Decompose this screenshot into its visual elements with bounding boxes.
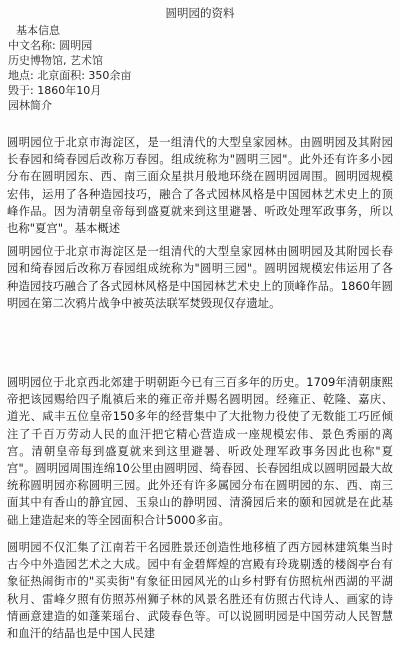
intro-heading: 园林简介 xyxy=(8,98,52,112)
location-area-line: 地点: 北京面积: 350余亩 xyxy=(8,68,132,82)
intro-paragraph-1: 圆明园位于北京市海淀区，是一组清代的大型皇家园林。由圆明园及其附园长春园和绮春园后改称万春园。组成统称为"圆明三园"。此外还有许多小园分布在圆明园东、西、南三面众星拱月般地环绕在圆明园周围。圆明园规模宏伟，运用了各种造园技巧，融合了各式园林风格是中国园林艺术史上的顶峰作品。因为清朝皇帝每到盛夏就来到这里避暑、听政处理军政事务，所以也称"夏宫"。基本概述 xyxy=(7,136,393,236)
history-section xyxy=(7,374,393,535)
intro-paragraph-2: 圆明园位于北京市海淀区是一组清代的大型皇家园林由圆明园及其附园长春园和绮春园后改称万春园组成统称为"圆明三园"。圆明园规模宏伟运用了各种造园技巧融合了各式园林风格是中国园林艺术史上的顶峰作品。1860年圆明园在第二次鸦片战争中被英法联军焚毁现仅存遗址。 xyxy=(7,245,393,310)
destroyed-date-line: 毁于: 1860年10月 xyxy=(8,83,102,97)
chinese-name-line: 中文名称: 圆明园 xyxy=(8,38,93,52)
history-paragraph: 圆明园位于北京西北郊建于明朝距今已有三百多年的历史。1709年清朝康熙帝把该园赐给四子胤禛后来的雍正帝并赐名圆明园。经雍正、乾隆、嘉庆、道光、咸丰五位皇帝150多年的经营集中了大批物力役使了无数能工巧匠倾注了千百万劳动人民的血汗把它精心营造成一座规模宏伟、景色秀丽的离宫。清朝皇帝每到盛夏就来到这里避暑、听政处理军政事务因此也称"夏宫"。圆明园周围连绵10公里由圆明园、绮春园、长春园组成以圆明园最大故统称圆明园亦称圆明三园。此外还有许多属园分布在圆明园的东、西、南三面其中有香山的静宜园、玉泉山的静明园、清漪园后来的颐和园就是在此基础上建造起来的等全园面积合计5000多亩。 xyxy=(7,376,393,527)
features-section xyxy=(7,539,393,648)
basic-info-section xyxy=(8,24,388,113)
document-title: 圆明园的资料 xyxy=(165,6,235,20)
intro-section xyxy=(7,134,393,318)
category-line: 历史博物馆, 艺术馆 xyxy=(8,53,103,67)
basic-info-heading: 基本信息 xyxy=(16,24,60,37)
features-paragraph: 圆明园不仅汇集了江南若干名园胜景还创造性地移植了西方园林建筑集当时古今中外造园艺术之大成。园中有金碧辉煌的宫殿有玲珑剔透的楼阁亭台有象征热闹街市的"买卖街"有象征田园风光的山乡村野有仿照杭州西湖的平湖秋月、雷峰夕照有仿照苏州狮子林的风景名胜还有仿照古代诗人、画家的诗情画意建造的如蓬莱瑶台、武陵春色等。可以说圆明园是中国劳动人民智慧和血汗的结晶也是中国人民建 xyxy=(7,541,393,641)
